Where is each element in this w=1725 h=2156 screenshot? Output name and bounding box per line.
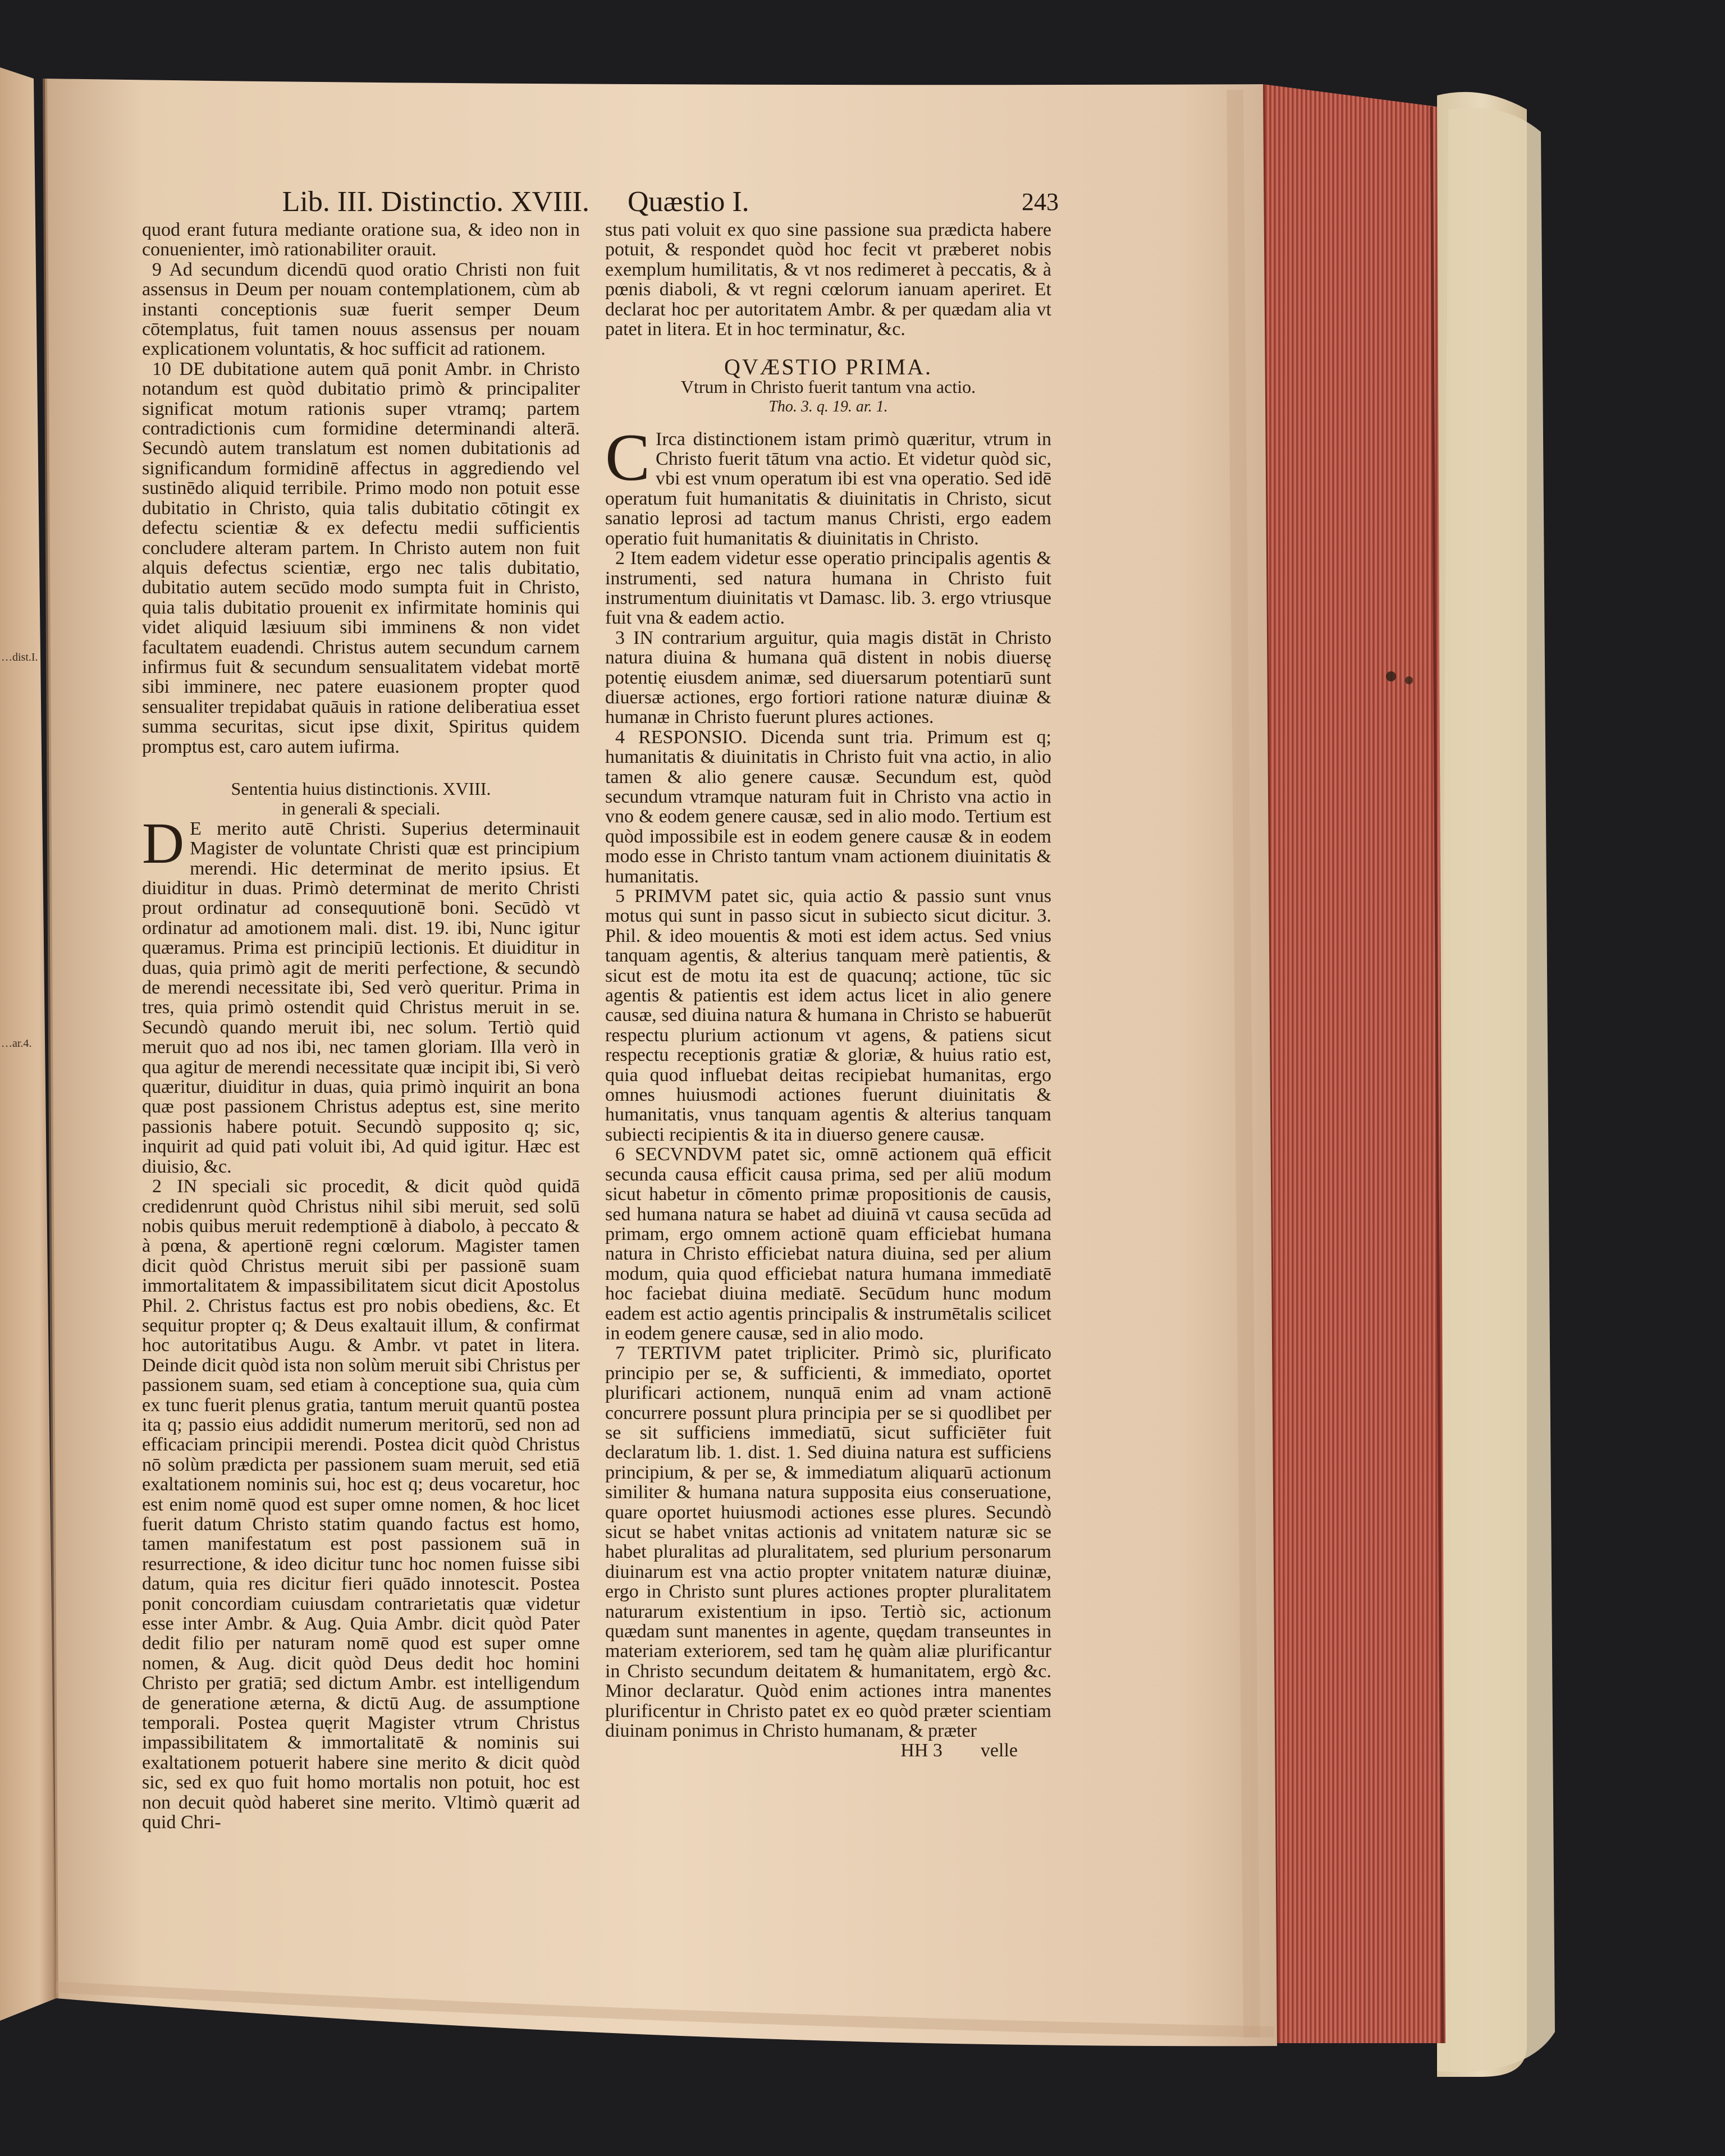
paragraph-with-initial <box>142 811 580 1177</box>
running-head-left: Lib. III. Distinctio. XVIII. <box>282 186 589 218</box>
paragraph: 2 Item eadem videtur esse operatio principalis agentis & instrumenti, sed natura humana in Christo fuit instrumentum diuinitatis vt Damasc. lib. 3. ergo vtriusque fuit vna & eadem actio. <box>605 548 1051 629</box>
paragraph: 9 Ad secundum dicendū quod oratio Christi non fuit assensus in Deum per nouam contemplationem, cùm ab instanti conceptionis suæ fuerit semper Deum cōtemplatus, fuit tamen nouus assensus per nouam explicationem voluntatis, & hoc sufficit ad rationem. <box>142 259 580 360</box>
paragraph: 7 TERTIVM patet tripliciter. Primò sic, plurificato principio per se, & sufficienti, & immediato, oportet plurificari actionem, nunquā enim ad vnam actionē concurrere possunt plura principia per se si quodlibet per se sit sufficiens immediatū, sicut sufficiēter fuit declaratum lib. 1. dist. 1. Sed diuina natura est sufficiens principium, & per se, & immediatum aliquarū actionum similiter & humana natura supposita eius conseruatione, quare oportet huiusmodi actiones esse plures. Secundò sicut se habet vnitas actionis ad vnitatem naturæ sic se habet pluralitas ad pluralitatem, sed plurium personarum diuinarum est vna actio propter vnitatem naturæ diuinæ, ergo in Christo sunt plures actiones propter pluralitatem naturarum existentium in ipso. Tertiò sic, actionum quædam sunt manentes in agente, quędam transeuntes in materiam exteriorem, sed tam hę quàm aliæ plurificantur in Christo secundum deitatem & humanitatem, ergò &c. Minor declaratur. Quòd enim actiones intra manentes plurificentur in Christo patet ex eo quòd præter scientiam diuinam ponimus in Christo humanam, & præter <box>605 1343 1051 1742</box>
running-head-quaestio: Quæstio I. <box>628 186 749 218</box>
section-subheading: in generali & speciali. <box>281 798 441 819</box>
page-number: 243 <box>1022 188 1059 216</box>
margin-note-2: …ar.4. <box>1 1037 32 1050</box>
paragraph: quod erant futura mediante oratione sua, & ideo non in conuenienter, imò rationabiliter orauit. <box>142 219 580 260</box>
quaestio-title: QVÆSTIO PRIMA. <box>724 354 932 380</box>
section-heading: Sententia huius distinctionis. XVIII. <box>231 778 491 799</box>
quaestio-subtitle: Vtrum in Christo fuerit tantum vna actio. <box>680 376 976 397</box>
drop-initial: C <box>605 419 651 495</box>
paragraph-text: E merito autē Christi. Superius determinauit Magister de voluntate Christi quæ est principium merendi. Hic determinat de merito ipsius. Et diuiditur in duas. Primò determinat de merito Christi prout ordinatur ad consequutionē boni. Secūdò vt ordinatur ad amotionem mali. dist. 19. ibi, Nunc igitur quæramus. Prima est principiū lectionis. Et diuiditur in duas, quia primò agit de meriti perfectione, & secundò de merendi necessitate ibi, Sed verò queritur. Prima in tres, quia primò ostendit quid Christus meruit in se. Secundò quando meruit ibi, nec solum. Tertiò quid meruit quo ad nos ibi, nec tamen gloriam. Illa verò in qua agitur de merendi necessitate quæ incipit ibi, Si verò quæritur, diuiditur in duas, quia primò inquirit an bona quæ post passionem Christus adeptus est, sine merito passionis habere potuit. Secundò supposito q; sic, inquirit ad quid pati voluit ibi, Ad quid igitur. Hæc est diuisio, &c. <box>142 818 580 1177</box>
left-column <box>142 220 580 1833</box>
right-column <box>605 220 1051 1761</box>
paragraph-with-initial <box>605 419 1051 549</box>
signature-line <box>605 1741 1051 1760</box>
quaestio-reference: Tho. 3. q. 19. ar. 1. <box>768 398 888 416</box>
margin-note-1: …dist.I. <box>1 651 38 663</box>
paragraph-text: Irca distinctionem istam primò quæritur, vtrum in Christo fuerit tātum vna actio. Et videtur quòd sic, vbi est vnum operatum ibi est vna operatio. Sed idē operatum fuit humanitatis & diuinitatis in Christo, sicut sanatio leprosi ad tactum manus Christi, ergo eadem operatio fuit humanitatis & diuinitatis in Christo. <box>605 428 1051 549</box>
paragraph: 6 SECVNDVM patet sic, omnē actionem quā efficit secunda causa efficit causa prima, sed per aliū modum sicut habetur in cōmento primæ propositionis de causis, sed humana natura se habet ad diuinā vt causa secūda ad primam, ergo omnem actionē quam efficiebat humana natura in Christo efficiebat natura diuina, sed per alium modum, quia quod efficiebat natura humana immediatē hoc faciebat diuina mediatē. Secūdum hunc modum eadem est actio agentis principalis & instrumētalis scilicet in eodem genere causæ, sed in alio modo. <box>605 1144 1051 1344</box>
paragraph: 3 IN contrarium arguitur, quia magis distāt in Christo natura diuina & humana quā distent in nobis diuersę potentię eiusdem animæ, sed diuersarum potentiarū sunt diuersæ actiones, ergo fortiori ratione naturæ diuinæ & humanæ in Christo fuerunt plures actiones. <box>605 627 1051 728</box>
signature-mark: HH 3 <box>900 1740 942 1761</box>
paragraph: 10 DE dubitatione autem quā ponit Ambr. in Christo notandum est quòd dubitatio primò & principaliter significat motum rationis super vtramq; partem contradictionis cum formidine determinandi alterā. Secundò autem translatum est nomen dubitationis ad significandum formidinē affectus in aggrediendo vel sustinēdo aliquid terribile. Primo modo non potuit esse dubitatio in Christo, quia talis dubitatio cōtingit ex defectu scientiæ & ex defectu medii sufficientis concludere alteram partem. In Christo autem non fuit alquis defectus scientiæ, ergo nec talis dubitatio, dubitatio autem secūdo modo sumpta fuit in Christo, quia talis dubitatio prouenit ex infirmitate hominis qui videt aliquid læsiuum sibi imminens & non videt facultatem euadendi. Christus autem secundum carnem infirmus fuit & secundum sensualitatem videbat mortē sibi imminere, nec patere euasionem propter quod sensualiter trepidabat quāuis in ratione deliberatiua esset summa securitas, sicut ipse dixit, Spiritus quidem promptus est, caro autem iufirma. <box>142 358 580 757</box>
paragraph: 4 RESPONSIO. Dicenda sunt tria. Primum est q; humanitatis & diuinitatis in Christo fuit vna actio, in alio tamen & alio genere causæ. Secundum est, quòd secundum vtramque naturam fuit in Christo vna actio in vno & eodem genere causæ, sed in alio modo. Tertium est quòd impossibile est in eodem genere causæ & in eodem modo esse in Christo tantum vnam actionem diuinitatis & humanitatis. <box>605 726 1051 887</box>
paragraph: 5 PRIMVM patet sic, quia actio & passio sunt vnus motus qui sunt in passo sicut in subiecto sicut dicitur. 3. Phil. & ideo mouentis & moti est idem actus. Sed vnius tanquam agentis, & alterius tanquam merè patientis, & sicut est de motu ita est de quacunq; actione, tūc sic agentis & patientis est idem actus licet in alio genere causæ, sed diuina natura & humana in Christo se habuerūt respectu plurium actionum vt agens, & patiens sicut respectu receptionis gratiæ & gloriæ, & huius ratio est, quia quod influebat deitas recipiebat humanitas, ergo omnes huiusmodi actiones fuerunt diuinitatis & humanitatis, vnus tanquam agentis & alterius tanquam subiecti recipientis & ita in diuerso genere causæ. <box>605 886 1051 1145</box>
paragraph: stus pati voluit ex quo sine passione sua prædicta habere potuit, & respondet quòd hoc fecit vt præberet nobis exemplum humilitatis, & vt nos redimeret à peccatis, & à pœnis diaboli, & vt regni cœlorum ianuam aperiret. Et declarat hoc per autoritatem Ambr. & per quædam alia vt patet in litera. Et in hoc terminatur, &c. <box>605 219 1051 340</box>
catchword: velle <box>980 1740 1018 1761</box>
paragraph: 2 IN speciali sic procedit, & dicit quòd quidā credidenrunt quòd Christus nihil sibi meruit, sed solū nobis quibus meruit redemptionē à diabolo, à peccato & à pœna, & apertionē regni cœlorum. Magister tamen dicit quòd Christus meruit sibi per passionē suam immortalitatem & impassibilitatem sicut dicit Apostolus Phil. 2. Christus factus est pro nobis obediens, &c. Et sequitur propter q; & Deus exaltauit illum, & confirmat hoc autoritatibus Augu. & Ambr. vt patet in litera. Deinde dicit quòd ista non solùm meruit sibi Christus per passionem suam, sed etiam à conceptione sua, quia cùm ex tunc fuerit plenus gratia, tantum meruit quantū postea ita q; passio eius addidit numerum meritorū, sed non ad efficaciam principii merendi. Postea dicit quòd Christus nō solùm prædicta per passionem suam meruit, sed etiā exaltationem nominis sui, hoc est q; deus vocaretur, hoc est enim nomē quod est super omne nomen, & hoc licet fuerit datum Christo statim quando factus est homo, tamen manifestatum est post passionem suā in resurrectione, & ideo dicitur tunc hoc nomen fuisse sibi datum, quia res dicitur fieri quādo innotescit. Postea ponit concordiam cuiusdam contrarietatis quæ videtur esse inter Ambr. & Aug. Quia Ambr. dicit quòd Pater dedit filio per naturam nomē quod est super omne nomen, & Aug. dicit quòd Deus dedit hoc homini Christo per gratiā; sed dictum Ambr. est intelligendum de generatione æterna, & dictū Aug. de assumptione temporali. Postea quęrit Magister vtrum Christus impassibilitatem & immortalitatē & nominis sui exaltationem potuerit habere sine merito & dicit quòd sic, sed ex quo fuit homo mortalis non potuit, hoc est non decuit quòd haberet sine merito. Vltimò quærit ad quid Chri- <box>142 1176 580 1833</box>
drop-initial: D <box>142 811 185 876</box>
